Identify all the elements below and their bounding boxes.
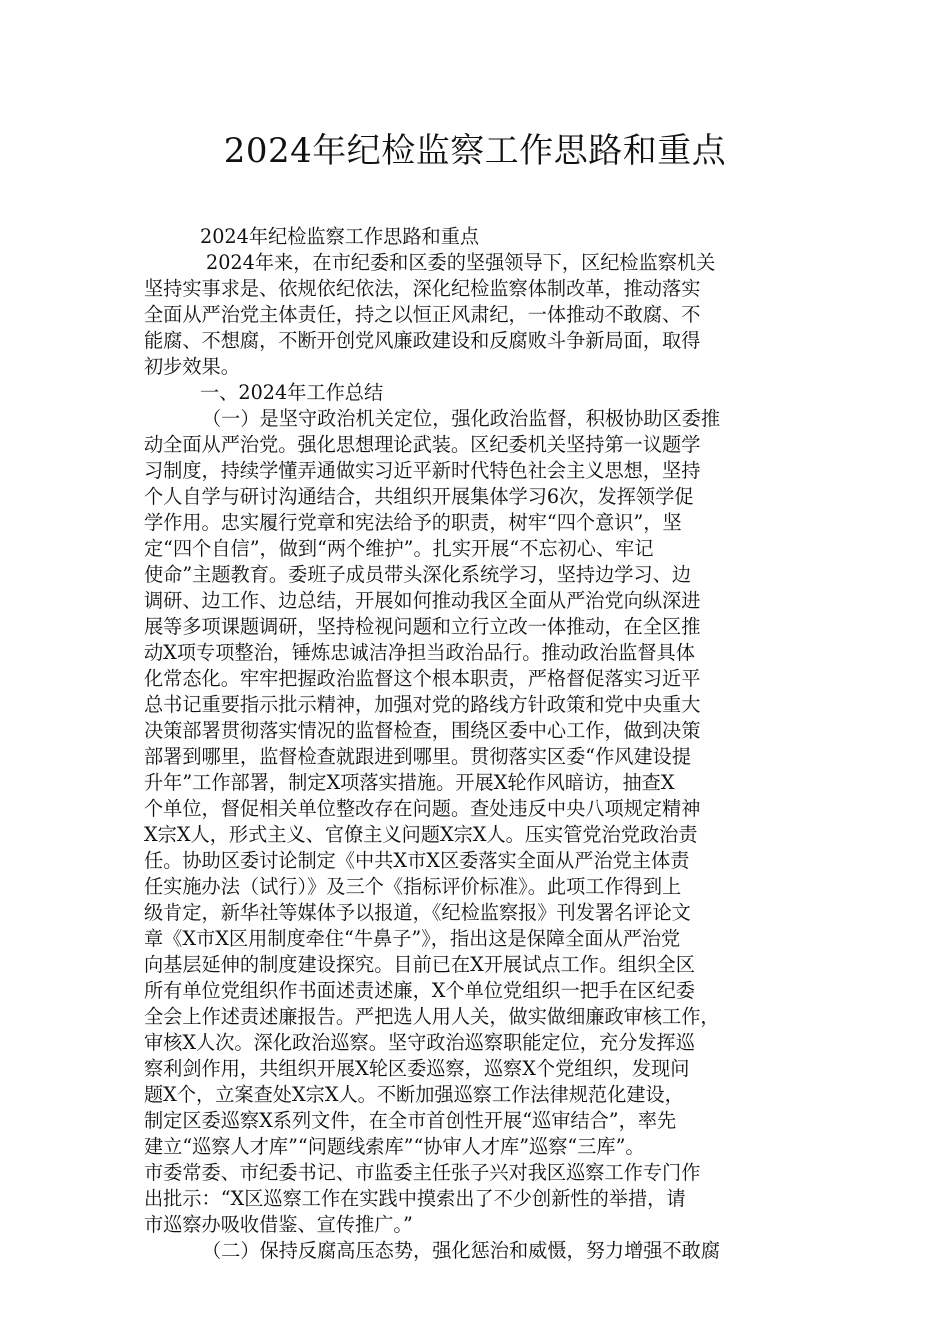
paragraph-line: 个人自学与研讨沟通结合，共组织开展集体学习6次，发挥领学促 xyxy=(144,485,694,508)
paragraph-line: 个单位，督促相关单位整改存在问题。查处违反中央八项规定精神 xyxy=(144,797,701,820)
paragraph-line: （二）保持反腐高压态势，强化惩治和威慑，努力增强不敢腐 xyxy=(202,1239,721,1262)
paragraph-line: 调研、边工作、边总结，开展如何推动我区全面从严治党向纵深进 xyxy=(144,589,701,612)
paragraph-line: 向基层延伸的制度建设探究。目前已在X开展试点工作。组织全区 xyxy=(144,953,695,976)
paragraph-line: 题X个，立案查处X宗X人。不断加强巡察工作法律规范化建设， xyxy=(144,1083,684,1106)
paragraph-line: 察利剑作用，共组织开展X轮区委巡察，巡察X个党组织，发现问 xyxy=(144,1057,690,1080)
paragraph-line: 制定区委巡察X系列文件，在全市首创性开展“巡审结合”，率先 xyxy=(144,1109,677,1132)
paragraph-line: 审核X人次。深化政治巡察。坚守政治巡察职能定位，充分发挥巡 xyxy=(144,1031,695,1054)
paragraph-line: 建立“巡察人才库”“问题线索库”“协审人才库”巡察“三库”。 xyxy=(144,1135,645,1158)
paragraph-line: 使命”主题教育。委班子成员带头深化系统学习，坚持边学习、边 xyxy=(144,563,692,586)
paragraph-line: 总书记重要指示批示精神，加强对党的路线方针政策和党中央重大 xyxy=(144,693,701,716)
paragraph-line: 化常态化。牢牢把握政治监督这个根本职责，严格督促落实习近平 xyxy=(144,667,701,690)
paragraph-line: 升年”工作部署，制定X项落实措施。开展X轮作风暗访，抽查X xyxy=(144,771,675,794)
section-heading: 一、2024年工作总结 xyxy=(200,381,384,404)
body-subtitle: 2024年纪检监察工作思路和重点 xyxy=(200,225,480,248)
paragraph-line: 展等多项课题调研，坚持检视问题和立行立改一体推动，在全区推 xyxy=(144,615,701,638)
paragraph-line: 章《X市X区用制度牵住“牛鼻子”》，指出这是保障全面从严治党 xyxy=(144,927,681,950)
paragraph-line: 2024年来，在市纪委和区委的坚强领导下，区纪检监察机关 xyxy=(206,251,716,274)
document-title: 2024年纪检监察工作思路和重点 xyxy=(223,131,727,171)
paragraph-line: 市巡察办吸收借鉴、宣传推广。” xyxy=(144,1213,413,1236)
paragraph-line: 级肯定，新华社等媒体予以报道，《纪检监察报》刊发署名评论文 xyxy=(144,901,691,924)
paragraph-line: 定“四个自信”，做到“两个维护”。扎实开展“不忘初心、牢记 xyxy=(144,537,654,560)
paragraph-line: X宗X人，形式主义、官僚主义问题X宗X人。压实管党治党政治责 xyxy=(144,823,698,846)
document-body xyxy=(144,224,814,1264)
paragraph-line: 初步效果。 xyxy=(144,355,240,378)
paragraph-line: （一）是坚守政治机关定位，强化政治监督，积极协助区委推 xyxy=(202,407,721,430)
paragraph-line: 所有单位党组织作书面述责述廉，X个单位党组织一把手在区纪委 xyxy=(144,979,695,1002)
paragraph-line: 任。协助区委讨论制定《中共X市X区委落实全面从严治党主体责 xyxy=(144,849,690,872)
paragraph-line: 习制度，持续学懂弄通做实习近平新时代特色社会主义思想，坚持 xyxy=(144,459,701,482)
paragraph-line: 全面从严治党主体责任，持之以恒正风肃纪，一体推动不敢腐、不 xyxy=(144,303,701,326)
paragraph-line: 任实施办法（试行）》及三个《指标评价标准》。此项工作得到上 xyxy=(144,875,682,898)
paragraph-line: 出批示：“X区巡察工作在实践中摸索出了不少创新性的举措，请 xyxy=(144,1187,686,1210)
paragraph-line: 坚持实事求是、依规依纪依法，深化纪检监察体制改革，推动落实 xyxy=(144,277,701,300)
paragraph-line: 动全面从严治党。强化思想理论武装。区纪委机关坚持第一议题学 xyxy=(144,433,701,456)
paragraph-line: 部署到哪里，监督检查就跟进到哪里。贯彻落实区委“作风建设提 xyxy=(144,745,692,768)
paragraph-line: 决策部署贯彻落实情况的监督检查，围绕区委中心工作，做到决策 xyxy=(144,719,701,742)
paragraph-line: 全会上作述责述廉报告。严把选人用人关，做实做细廉政审核工作， xyxy=(144,1005,720,1028)
paragraph-line: 市委常委、市纪委书记、市监委主任张子兴对我区巡察工作专门作 xyxy=(144,1161,701,1184)
paragraph-line: 学作用。忠实履行党章和宪法给予的职责，树牢“四个意识”，坚 xyxy=(144,511,682,534)
paragraph-line: 能腐、不想腐，不断开创党风廉政建设和反腐败斗争新局面，取得 xyxy=(144,329,701,352)
paragraph-line: 动X项专项整治，锤炼忠诚洁净担当政治品行。推动政治监督具体 xyxy=(144,641,695,664)
